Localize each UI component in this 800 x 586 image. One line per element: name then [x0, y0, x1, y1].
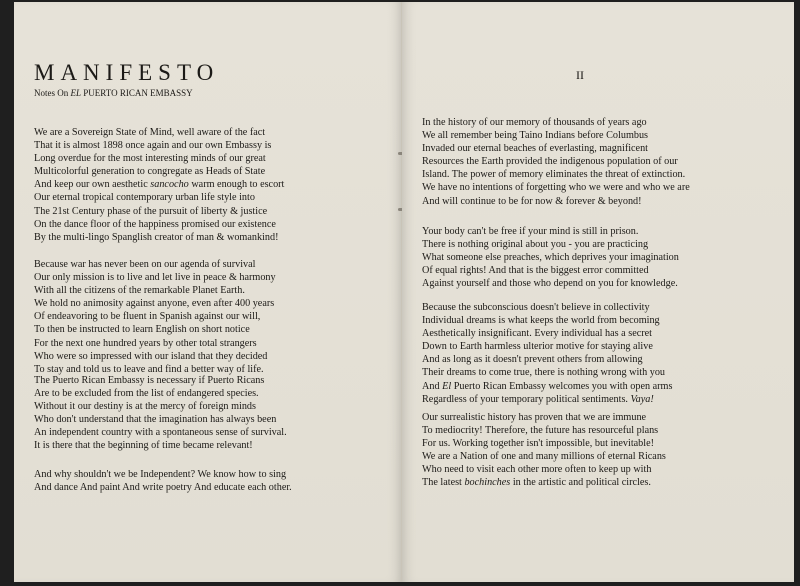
text-line: Aesthetically insignificant. Every individual has a secret	[422, 328, 652, 340]
right-stanza	[422, 225, 679, 290]
text-line: What someone else preaches, which deprives your imagination	[422, 252, 679, 264]
text-line: We are a Sovereign State of Mind, well aware of the fact	[34, 127, 266, 138]
text-line: To mediocrity! Therefore, the future has resourceful plans	[422, 425, 659, 437]
left-stanza	[34, 258, 276, 376]
text-line: Because the subconscious doesn't believe in collectivity	[422, 302, 650, 313]
text-line: Our eternal tropical contemporary urban life style into	[34, 192, 255, 204]
text-line: An independent country with a spontaneous sense of survival.	[34, 427, 287, 439]
subtitle-rest: PUERTO RICAN EMBASSY	[83, 88, 193, 98]
text-line: And El Puerto Rican Embassy welcomes you with open arms	[422, 380, 673, 392]
text-line: To then be instructed to learn English on short notice	[34, 324, 250, 336]
page-title: MANIFESTO	[34, 60, 220, 85]
text-line: Down to Earth harmless ulterior motive for staying alive	[422, 341, 653, 353]
text-line: And dance And paint And write poetry And educate each other.	[34, 482, 292, 494]
subtitle-emphasis: EL	[70, 88, 82, 98]
page-number: II	[576, 68, 584, 82]
text-line: Against yourself and those who depend on you for knowledge.	[422, 278, 678, 290]
text-line: The Puerto Rican Embassy is necessary if Puerto Ricans	[34, 375, 265, 386]
text-line: Our surrealistic history has proven that we are immune	[422, 412, 647, 423]
text-line: And why shouldn't we be Independent? We know how to sing	[34, 469, 287, 480]
text-line: By the multi-lingo Spanglish creator of man & womankind!	[34, 231, 279, 243]
booklet-spread	[14, 2, 794, 582]
text-line: Resources the Earth provided the indigenous population of our	[422, 156, 678, 168]
text-line: Who need to visit each other more often to keep up with	[422, 464, 652, 476]
text-line: Our only mission is to live and let live in peace & harmony	[34, 272, 276, 284]
text-line: Individual dreams is what keeps the world from becoming	[422, 315, 660, 327]
text-line: We hold no animosity against anyone, even after 400 years	[34, 298, 275, 310]
text-line: Of endeavoring to be fluent in Spanish against our will,	[34, 311, 261, 323]
right-stanza	[422, 411, 666, 490]
page-subtitle	[34, 88, 193, 98]
text-line: Your body can't be free if your mind is still in prison.	[422, 226, 639, 237]
text-line: That it is almost 1898 once again and our own Embassy is	[34, 140, 272, 152]
right-page	[402, 2, 794, 582]
text-line: Invaded our eternal beaches of everlasting, magnificent	[422, 143, 649, 155]
text-line: It is there that the beginning of time became relevant!	[34, 440, 253, 452]
text-line: We have no intentions of forgetting who we were and who we are	[422, 182, 690, 194]
text-line: We all remember being Taino Indians before Columbus	[422, 130, 649, 142]
left-stanza	[34, 374, 287, 453]
text-line: With all the citizens of the remarkable Planet Earth.	[34, 285, 245, 297]
text-line: Who don't understand that the imagination has always been	[34, 414, 277, 426]
text-line: Regardless of your temporary political sentiments. Vaya!	[422, 393, 654, 405]
text-line: Because war has never been on our agenda of survival	[34, 259, 256, 270]
left-stanza	[34, 468, 292, 494]
text-line: Long overdue for the most interesting minds of our great	[34, 153, 266, 165]
text-line: To stay and told us to leave and find a better way of life.	[34, 363, 264, 375]
text-line: And will continue to be for now & forever & beyond!	[422, 195, 642, 207]
right-stanza	[422, 301, 672, 406]
text-line: Are to be excluded from the list of endangered species.	[34, 388, 259, 400]
text-line: Of equal rights! And that is the biggest error committed	[422, 265, 649, 277]
text-line: Multicolorful generation to congregate as Heads of State	[34, 166, 266, 178]
text-line: Island. The power of memory eliminates the threat of extinction.	[422, 169, 686, 181]
text-line: For the next one hundred years by other total strangers	[34, 337, 257, 349]
text-line: Without it our destiny is at the mercy of foreign minds	[34, 401, 256, 413]
text-line: In the history of our memory of thousands of years ago	[422, 117, 647, 128]
right-stanza	[422, 116, 690, 208]
text-line: We are a Nation of one and many millions of eternal Ricans	[422, 451, 666, 463]
text-line: And keep our own aesthetic sancocho warm enough to escort	[34, 179, 285, 191]
text-line: There is nothing original about you - you are practicing	[422, 239, 649, 251]
text-line: The 21st Century phase of the pursuit of liberty & justice	[34, 205, 268, 217]
text-line: On the dance floor of the happiness promised our existence	[34, 218, 276, 230]
text-line: The latest bochinches in the artistic and political circles.	[422, 477, 651, 489]
left-stanza	[34, 126, 284, 244]
text-line: Their dreams to come true, there is nothing wrong with you	[422, 367, 666, 379]
text-line: For us. Working together isn't impossible, but inevitable!	[422, 438, 655, 450]
subtitle-prefix: Notes On	[34, 88, 69, 98]
text-line: And as long as it doesn't prevent others from allowing	[422, 354, 643, 366]
left-page	[14, 2, 402, 582]
text-line: Who were so impressed with our island that they decided	[34, 350, 268, 362]
